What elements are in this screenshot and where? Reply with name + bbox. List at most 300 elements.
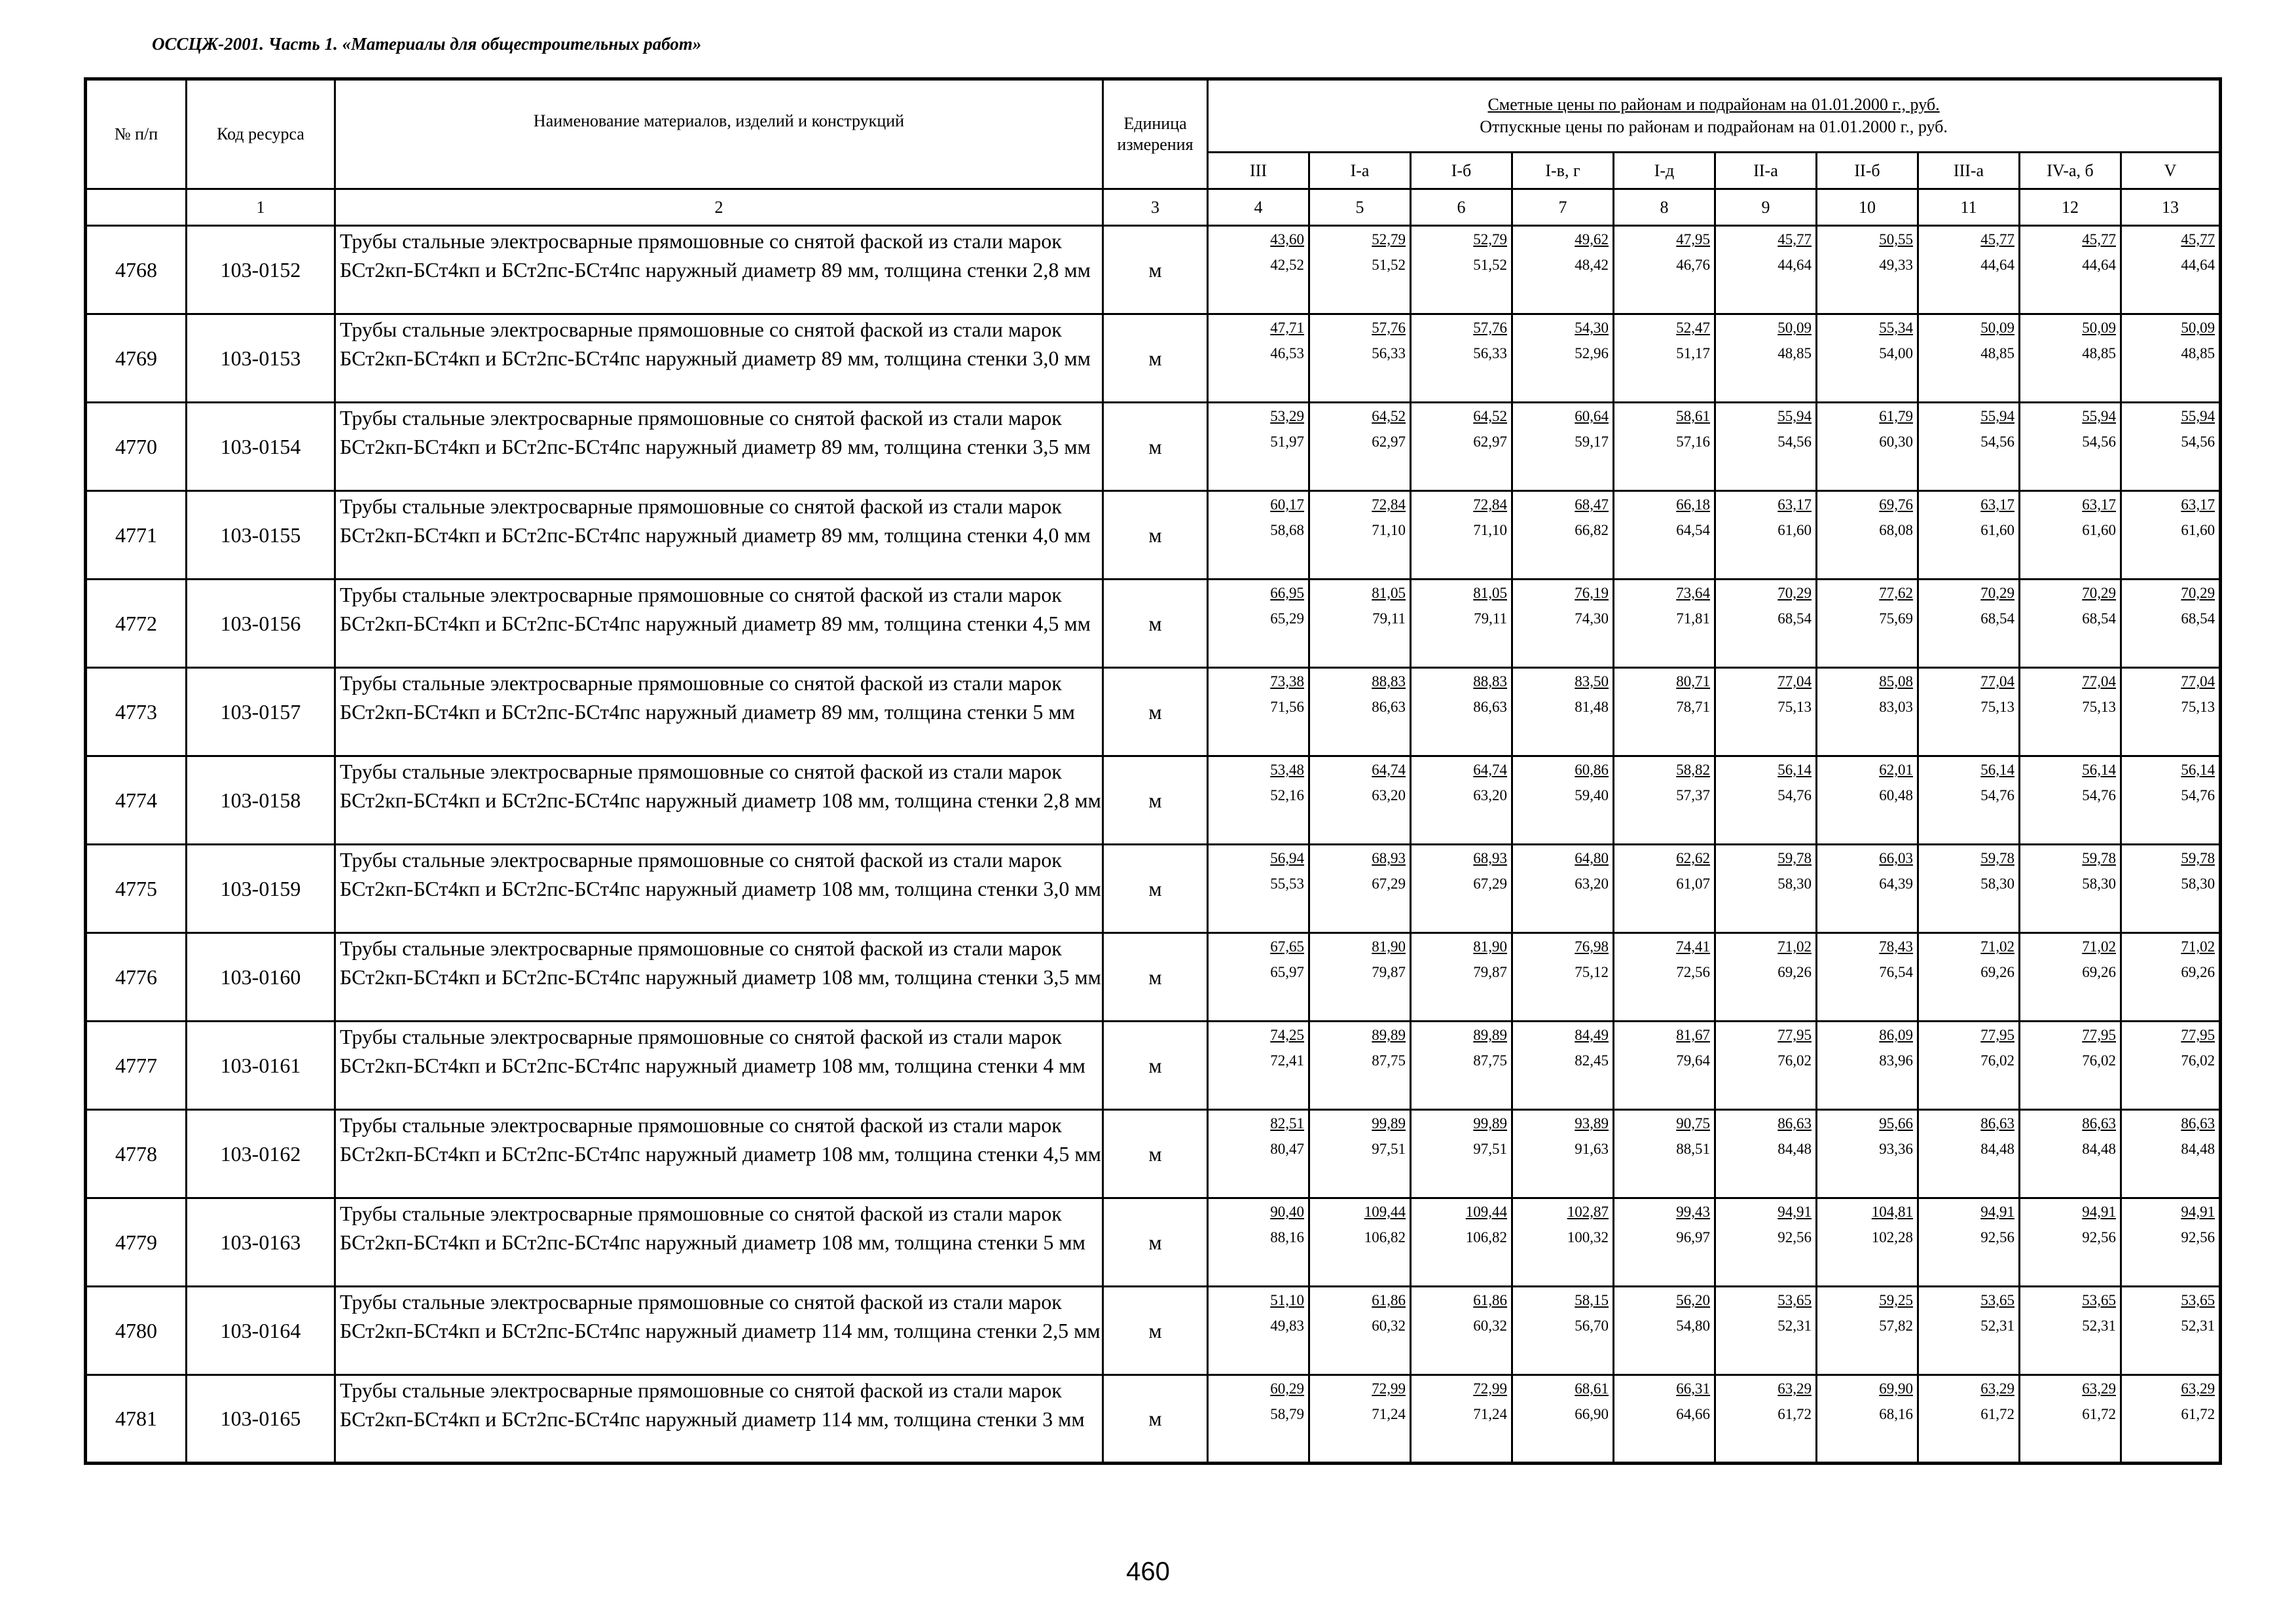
row-number: 4769 bbox=[86, 314, 187, 403]
price-cell bbox=[1309, 403, 1411, 491]
estimated-price: 60,17 bbox=[1270, 496, 1304, 513]
estimated-price: 90,40 bbox=[1270, 1204, 1304, 1220]
estimated-price: 55,94 bbox=[1980, 408, 2014, 424]
estimated-price: 58,82 bbox=[1676, 762, 1710, 778]
release-price: 79,64 bbox=[1676, 1052, 1710, 1069]
price-cell bbox=[1512, 314, 1614, 403]
estimated-price: 52,79 bbox=[1473, 231, 1507, 248]
estimated-price: 55,94 bbox=[1777, 408, 1812, 424]
column-number: 2 bbox=[335, 189, 1103, 226]
release-price: 97,51 bbox=[1372, 1141, 1406, 1157]
estimated-price: 68,93 bbox=[1473, 850, 1507, 866]
estimated-price: 80,71 bbox=[1676, 673, 1710, 690]
estimated-price: 64,52 bbox=[1372, 408, 1406, 424]
release-price: 71,10 bbox=[1473, 522, 1507, 538]
estimated-price: 77,62 bbox=[1879, 585, 1913, 601]
table-row bbox=[86, 1198, 2221, 1287]
release-price: 58,79 bbox=[1270, 1406, 1304, 1422]
estimated-price: 70,29 bbox=[1980, 585, 2014, 601]
price-cell bbox=[2020, 1287, 2121, 1375]
release-price: 91,63 bbox=[1575, 1141, 1609, 1157]
price-cell bbox=[1918, 580, 2020, 668]
release-price: 88,51 bbox=[1676, 1141, 1710, 1157]
price-cell bbox=[1614, 580, 1715, 668]
price-cell bbox=[1208, 226, 1309, 314]
release-price: 58,30 bbox=[1980, 876, 2014, 892]
price-cell bbox=[2121, 1110, 2221, 1198]
price-cell bbox=[1918, 1198, 2020, 1287]
estimated-price: 63,29 bbox=[2082, 1380, 2116, 1397]
release-price: 69,26 bbox=[1777, 964, 1812, 980]
price-cell bbox=[1309, 1375, 1411, 1464]
estimated-price: 47,71 bbox=[1270, 320, 1304, 336]
estimated-price: 64,80 bbox=[1575, 850, 1609, 866]
release-price: 60,30 bbox=[1879, 434, 1913, 450]
price-cell bbox=[2020, 1198, 2121, 1287]
unit-of-measure: м bbox=[1103, 845, 1208, 933]
estimated-price: 72,99 bbox=[1372, 1380, 1406, 1397]
price-cell bbox=[1512, 1375, 1614, 1464]
release-price: 68,54 bbox=[1777, 610, 1812, 627]
estimated-price: 94,91 bbox=[2082, 1204, 2116, 1220]
price-cell bbox=[1715, 226, 1817, 314]
release-price: 83,96 bbox=[1879, 1052, 1913, 1069]
estimated-price: 53,29 bbox=[1270, 408, 1304, 424]
price-cell bbox=[1512, 403, 1614, 491]
price-cell bbox=[1918, 1110, 2020, 1198]
price-cell bbox=[1309, 1287, 1411, 1375]
release-price: 97,51 bbox=[1473, 1141, 1507, 1157]
release-price: 92,56 bbox=[1980, 1229, 2014, 1246]
estimated-price: 53,65 bbox=[2181, 1292, 2215, 1308]
row-number: 4772 bbox=[86, 580, 187, 668]
price-cell bbox=[1512, 491, 1614, 580]
column-number: 7 bbox=[1512, 189, 1614, 226]
release-price: 48,42 bbox=[1575, 257, 1609, 273]
estimated-price: 64,74 bbox=[1372, 762, 1406, 778]
estimated-price: 50,09 bbox=[1980, 320, 2014, 336]
price-cell bbox=[1817, 933, 1918, 1022]
estimated-price: 77,04 bbox=[2082, 673, 2116, 690]
estimated-price: 43,60 bbox=[1270, 231, 1304, 248]
estimated-price: 95,66 bbox=[1879, 1115, 1913, 1132]
price-cell bbox=[1918, 1375, 2020, 1464]
material-name: Трубы стальные электросварные прямошовные со снятой фаской из стали марок БСт2кп-БСт4кп и БСт2пс-БСт4пс наружный диаметр 89 мм, толщина стенки 4,5 мм bbox=[335, 580, 1103, 668]
price-cell bbox=[1918, 403, 2020, 491]
resource-code: 103-0165 bbox=[187, 1375, 335, 1464]
price-cell bbox=[1715, 314, 1817, 403]
material-name: Трубы стальные электросварные прямошовные со снятой фаской из стали марок БСт2кп-БСт4кп и БСт2пс-БСт4пс наружный диаметр 89 мм, толщина стенки 3,0 мм bbox=[335, 314, 1103, 403]
release-price: 84,48 bbox=[2181, 1141, 2215, 1157]
price-cell bbox=[1208, 1287, 1309, 1375]
release-price: 68,54 bbox=[2082, 610, 2116, 627]
release-price: 64,66 bbox=[1676, 1406, 1710, 1422]
estimated-price: 59,78 bbox=[1777, 850, 1812, 866]
price-cell bbox=[1918, 1287, 2020, 1375]
price-cell bbox=[1309, 933, 1411, 1022]
price-cell bbox=[1817, 668, 1918, 756]
estimated-price: 55,94 bbox=[2181, 408, 2215, 424]
release-price: 54,56 bbox=[2181, 434, 2215, 450]
release-price: 76,02 bbox=[1777, 1052, 1812, 1069]
release-price: 52,96 bbox=[1575, 345, 1609, 361]
estimated-price: 86,09 bbox=[1879, 1027, 1913, 1043]
estimated-price: 64,52 bbox=[1473, 408, 1507, 424]
price-cell bbox=[2121, 1198, 2221, 1287]
price-cell bbox=[1411, 668, 1512, 756]
price-cell bbox=[2121, 403, 2221, 491]
release-price: 65,29 bbox=[1270, 610, 1304, 627]
price-cell bbox=[1715, 845, 1817, 933]
release-price: 54,80 bbox=[1676, 1318, 1710, 1334]
release-price: 58,30 bbox=[2181, 876, 2215, 892]
unit-of-measure: м bbox=[1103, 1022, 1208, 1110]
price-cell bbox=[1614, 226, 1715, 314]
price-cell bbox=[1918, 668, 2020, 756]
release-price: 54,56 bbox=[2082, 434, 2116, 450]
estimated-price: 84,49 bbox=[1575, 1027, 1609, 1043]
release-price: 75,13 bbox=[1777, 699, 1812, 715]
release-price: 54,00 bbox=[1879, 345, 1913, 361]
estimated-price: 63,17 bbox=[1777, 496, 1812, 513]
estimated-price: 69,76 bbox=[1879, 496, 1913, 513]
price-cell bbox=[1614, 1287, 1715, 1375]
price-cell bbox=[1208, 1375, 1309, 1464]
estimated-price: 54,30 bbox=[1575, 320, 1609, 336]
release-price: 76,02 bbox=[1980, 1052, 2014, 1069]
table-row bbox=[86, 756, 2221, 845]
row-number: 4778 bbox=[86, 1110, 187, 1198]
estimated-price: 59,25 bbox=[1879, 1292, 1913, 1308]
resource-code: 103-0152 bbox=[187, 226, 335, 314]
release-price: 57,37 bbox=[1676, 787, 1710, 803]
price-cell bbox=[2020, 756, 2121, 845]
release-price: 48,85 bbox=[1980, 345, 2014, 361]
release-price: 69,26 bbox=[2082, 964, 2116, 980]
resource-code: 103-0156 bbox=[187, 580, 335, 668]
row-number: 4771 bbox=[86, 491, 187, 580]
table-row bbox=[86, 933, 2221, 1022]
table-row bbox=[86, 1110, 2221, 1198]
price-cell bbox=[1411, 491, 1512, 580]
price-cell bbox=[1817, 1110, 1918, 1198]
estimated-price: 102,87 bbox=[1567, 1204, 1609, 1220]
price-cell bbox=[2020, 491, 2121, 580]
release-price: 62,97 bbox=[1372, 434, 1406, 450]
estimated-price: 71,02 bbox=[1980, 938, 2014, 955]
price-cell bbox=[1614, 1198, 1715, 1287]
release-price: 72,41 bbox=[1270, 1052, 1304, 1069]
estimated-price: 45,77 bbox=[1980, 231, 2014, 248]
estimated-price: 66,18 bbox=[1676, 496, 1710, 513]
release-price: 92,56 bbox=[2181, 1229, 2215, 1246]
estimated-price: 56,14 bbox=[2082, 762, 2116, 778]
price-cell bbox=[1208, 933, 1309, 1022]
estimated-price: 53,65 bbox=[2082, 1292, 2116, 1308]
release-price: 71,81 bbox=[1676, 610, 1710, 627]
estimated-price: 71,02 bbox=[2181, 938, 2215, 955]
price-cell bbox=[1918, 845, 2020, 933]
release-price: 79,11 bbox=[1372, 610, 1406, 627]
col-header-unit: Единица измерения bbox=[1103, 79, 1208, 189]
price-cell bbox=[1512, 756, 1614, 845]
price-cell bbox=[1208, 845, 1309, 933]
table-row bbox=[86, 580, 2221, 668]
price-cell bbox=[1309, 226, 1411, 314]
resource-code: 103-0163 bbox=[187, 1198, 335, 1287]
price-cell bbox=[1309, 580, 1411, 668]
col-header-name: Наименование материалов, изделий и конструкций bbox=[335, 79, 1103, 189]
column-number: 12 bbox=[2020, 189, 2121, 226]
price-cell bbox=[1715, 1110, 1817, 1198]
price-cell bbox=[1817, 580, 1918, 668]
material-name: Трубы стальные электросварные прямошовные со снятой фаской из стали марок БСт2кп-БСт4кп и БСт2пс-БСт4пс наружный диаметр 108 мм, толщина стенки 2,8 мм bbox=[335, 756, 1103, 845]
unit-of-measure: м bbox=[1103, 403, 1208, 491]
release-price: 74,30 bbox=[1575, 610, 1609, 627]
release-price: 60,32 bbox=[1473, 1318, 1507, 1334]
release-price: 75,13 bbox=[1980, 699, 2014, 715]
release-price: 68,08 bbox=[1879, 522, 1913, 538]
estimated-price: 58,61 bbox=[1676, 408, 1710, 424]
release-price: 58,30 bbox=[2082, 876, 2116, 892]
region-header: II-а bbox=[1715, 153, 1817, 189]
release-price: 69,26 bbox=[1980, 964, 2014, 980]
price-cell bbox=[1512, 1022, 1614, 1110]
release-price: 80,47 bbox=[1270, 1141, 1304, 1157]
price-cell bbox=[1208, 1022, 1309, 1110]
material-name: Трубы стальные электросварные прямошовные со снятой фаской из стали марок БСт2кп-БСт4кп и БСт2пс-БСт4пс наружный диаметр 89 мм, толщина стенки 4,0 мм bbox=[335, 491, 1103, 580]
price-cell bbox=[1411, 580, 1512, 668]
release-price: 60,32 bbox=[1372, 1318, 1406, 1334]
estimated-price: 63,29 bbox=[2181, 1380, 2215, 1397]
resource-code: 103-0162 bbox=[187, 1110, 335, 1198]
estimated-price: 86,63 bbox=[1777, 1115, 1812, 1132]
estimated-price: 66,95 bbox=[1270, 585, 1304, 601]
release-price: 44,64 bbox=[1980, 257, 2014, 273]
column-number: 10 bbox=[1817, 189, 1918, 226]
estimated-price: 99,43 bbox=[1676, 1204, 1710, 1220]
estimated-price: 77,95 bbox=[2181, 1027, 2215, 1043]
release-price: 56,33 bbox=[1372, 345, 1406, 361]
row-number: 4770 bbox=[86, 403, 187, 491]
release-price: 52,31 bbox=[1777, 1318, 1812, 1334]
release-price: 93,36 bbox=[1879, 1141, 1913, 1157]
table-row bbox=[86, 491, 2221, 580]
price-cell bbox=[1817, 1198, 1918, 1287]
release-price: 76,54 bbox=[1879, 964, 1913, 980]
release-price: 75,12 bbox=[1575, 964, 1609, 980]
release-price: 84,48 bbox=[1777, 1141, 1812, 1157]
estimated-price: 88,83 bbox=[1473, 673, 1507, 690]
column-number: 3 bbox=[1103, 189, 1208, 226]
price-cell bbox=[1614, 1375, 1715, 1464]
estimated-price: 81,90 bbox=[1473, 938, 1507, 955]
material-name: Трубы стальные электросварные прямошовные со снятой фаской из стали марок БСт2кп-БСт4кп и БСт2пс-БСт4пс наружный диаметр 114 мм, толщина стенки 3 мм bbox=[335, 1375, 1103, 1464]
row-number: 4781 bbox=[86, 1375, 187, 1464]
region-header: V bbox=[2121, 153, 2221, 189]
row-number: 4775 bbox=[86, 845, 187, 933]
column-number: 5 bbox=[1309, 189, 1411, 226]
unit-of-measure: м bbox=[1103, 491, 1208, 580]
material-name: Трубы стальные электросварные прямошовные со снятой фаской из стали марок БСт2кп-БСт4кп и БСт2пс-БСт4пс наружный диаметр 89 мм, толщина стенки 3,5 мм bbox=[335, 403, 1103, 491]
price-cell bbox=[1309, 1198, 1411, 1287]
price-cell bbox=[1411, 403, 1512, 491]
release-price: 102,28 bbox=[1871, 1229, 1913, 1246]
estimated-price: 68,93 bbox=[1372, 850, 1406, 866]
price-cell bbox=[2020, 580, 2121, 668]
estimated-price: 99,89 bbox=[1473, 1115, 1507, 1132]
col-header-prices bbox=[1208, 79, 2221, 153]
estimated-price: 50,09 bbox=[2181, 320, 2215, 336]
price-cell bbox=[1512, 845, 1614, 933]
price-cell bbox=[1208, 668, 1309, 756]
estimated-price: 52,79 bbox=[1372, 231, 1406, 248]
release-price: 54,76 bbox=[1980, 787, 2014, 803]
release-price: 63,20 bbox=[1372, 787, 1406, 803]
estimated-price: 66,03 bbox=[1879, 850, 1913, 866]
price-cell bbox=[1411, 756, 1512, 845]
release-price: 46,76 bbox=[1676, 257, 1710, 273]
release-price: 56,33 bbox=[1473, 345, 1507, 361]
price-cell bbox=[2121, 668, 2221, 756]
release-price: 61,60 bbox=[2181, 522, 2215, 538]
release-price: 86,63 bbox=[1473, 699, 1507, 715]
resource-code: 103-0153 bbox=[187, 314, 335, 403]
release-price: 61,60 bbox=[2082, 522, 2116, 538]
price-cell bbox=[1208, 491, 1309, 580]
estimated-price: 104,81 bbox=[1871, 1204, 1913, 1220]
price-cell bbox=[1614, 1110, 1715, 1198]
estimated-price: 62,01 bbox=[1879, 762, 1913, 778]
estimated-price: 56,14 bbox=[2181, 762, 2215, 778]
release-price: 71,10 bbox=[1372, 522, 1406, 538]
release-price: 49,33 bbox=[1879, 257, 1913, 273]
price-cell bbox=[1309, 1022, 1411, 1110]
release-price: 87,75 bbox=[1372, 1052, 1406, 1069]
release-price: 81,48 bbox=[1575, 699, 1609, 715]
price-cell bbox=[2121, 314, 2221, 403]
price-cell bbox=[1411, 1375, 1512, 1464]
estimated-price: 88,83 bbox=[1372, 673, 1406, 690]
release-price: 67,29 bbox=[1372, 876, 1406, 892]
price-cell bbox=[1614, 1022, 1715, 1110]
price-cell bbox=[1309, 845, 1411, 933]
estimated-price: 94,91 bbox=[1777, 1204, 1812, 1220]
estimated-price: 63,17 bbox=[2082, 496, 2116, 513]
release-price: 58,30 bbox=[1777, 876, 1812, 892]
price-cell bbox=[2020, 845, 2121, 933]
estimated-price: 68,61 bbox=[1575, 1380, 1609, 1397]
table-row bbox=[86, 1022, 2221, 1110]
resource-code: 103-0157 bbox=[187, 668, 335, 756]
release-price: 51,52 bbox=[1372, 257, 1406, 273]
price-cell bbox=[1208, 314, 1309, 403]
price-cell bbox=[1411, 1198, 1512, 1287]
region-header: IV-а, б bbox=[2020, 153, 2121, 189]
resource-code: 103-0154 bbox=[187, 403, 335, 491]
price-cell bbox=[1715, 580, 1817, 668]
column-number: 8 bbox=[1614, 189, 1715, 226]
price-cell bbox=[1512, 668, 1614, 756]
row-number: 4773 bbox=[86, 668, 187, 756]
region-header: I-д bbox=[1614, 153, 1715, 189]
table-row bbox=[86, 314, 2221, 403]
unit-of-measure: м bbox=[1103, 314, 1208, 403]
estimated-price: 77,04 bbox=[2181, 673, 2215, 690]
material-name: Трубы стальные электросварные прямошовные со снятой фаской из стали марок БСт2кп-БСт4кп и БСт2пс-БСт4пс наружный диаметр 89 мм, толщина стенки 5 мм bbox=[335, 668, 1103, 756]
estimated-price: 59,78 bbox=[2181, 850, 2215, 866]
release-price: 48,85 bbox=[2181, 345, 2215, 361]
release-price: 63,20 bbox=[1473, 787, 1507, 803]
price-cell bbox=[1918, 1022, 2020, 1110]
row-number: 4776 bbox=[86, 933, 187, 1022]
release-price: 61,72 bbox=[1777, 1406, 1812, 1422]
region-header: III-а bbox=[1918, 153, 2020, 189]
release-price: 68,54 bbox=[1980, 610, 2014, 627]
price-cell bbox=[1614, 933, 1715, 1022]
price-cell bbox=[2020, 314, 2121, 403]
estimated-price: 93,89 bbox=[1575, 1115, 1609, 1132]
estimated-price: 67,65 bbox=[1270, 938, 1304, 955]
price-cell bbox=[1411, 314, 1512, 403]
release-price: 106,82 bbox=[1465, 1229, 1507, 1246]
estimated-price: 50,09 bbox=[1777, 320, 1812, 336]
price-cell bbox=[2020, 1375, 2121, 1464]
release-price: 100,32 bbox=[1567, 1229, 1609, 1246]
release-price: 71,24 bbox=[1372, 1406, 1406, 1422]
unit-of-measure: м bbox=[1103, 1198, 1208, 1287]
material-name: Трубы стальные электросварные прямошовные со снятой фаской из стали марок БСт2кп-БСт4кп и БСт2пс-БСт4пс наружный диаметр 108 мм, толщина стенки 3,0 мм bbox=[335, 845, 1103, 933]
price-cell bbox=[1208, 1198, 1309, 1287]
release-price: 76,02 bbox=[2082, 1052, 2116, 1069]
estimated-price: 72,84 bbox=[1372, 496, 1406, 513]
estimated-price: 47,95 bbox=[1676, 231, 1710, 248]
resource-code: 103-0160 bbox=[187, 933, 335, 1022]
row-number: 4780 bbox=[86, 1287, 187, 1375]
estimated-price: 63,17 bbox=[2181, 496, 2215, 513]
unit-of-measure: м bbox=[1103, 1110, 1208, 1198]
estimated-price: 45,77 bbox=[2082, 231, 2116, 248]
estimated-price: 70,29 bbox=[1777, 585, 1812, 601]
resource-code: 103-0164 bbox=[187, 1287, 335, 1375]
release-price: 59,17 bbox=[1575, 434, 1609, 450]
resource-code: 103-0158 bbox=[187, 756, 335, 845]
unit-of-measure: м bbox=[1103, 756, 1208, 845]
release-price: 106,82 bbox=[1364, 1229, 1406, 1246]
column-number: 6 bbox=[1411, 189, 1512, 226]
estimated-price: 63,17 bbox=[1980, 496, 2014, 513]
estimated-price: 85,08 bbox=[1879, 673, 1913, 690]
price-cell bbox=[2121, 1287, 2221, 1375]
unit-of-measure: м bbox=[1103, 1375, 1208, 1464]
column-number-empty bbox=[86, 189, 187, 226]
price-cell bbox=[1309, 314, 1411, 403]
release-price: 57,82 bbox=[1879, 1318, 1913, 1334]
column-number: 9 bbox=[1715, 189, 1817, 226]
estimated-price: 61,79 bbox=[1879, 408, 1913, 424]
estimated-price: 53,65 bbox=[1777, 1292, 1812, 1308]
release-price: 63,20 bbox=[1575, 876, 1609, 892]
material-name: Трубы стальные электросварные прямошовные со снятой фаской из стали марок БСт2кп-БСт4кп и БСт2пс-БСт4пс наружный диаметр 108 мм, толщина стенки 4,5 мм bbox=[335, 1110, 1103, 1198]
release-price: 78,71 bbox=[1676, 699, 1710, 715]
release-price: 54,76 bbox=[2181, 787, 2215, 803]
estimated-price: 59,78 bbox=[1980, 850, 2014, 866]
price-cell bbox=[1512, 933, 1614, 1022]
estimated-price: 70,29 bbox=[2181, 585, 2215, 601]
price-cell bbox=[1208, 1110, 1309, 1198]
estimated-price: 73,64 bbox=[1676, 585, 1710, 601]
price-cell bbox=[1918, 314, 2020, 403]
